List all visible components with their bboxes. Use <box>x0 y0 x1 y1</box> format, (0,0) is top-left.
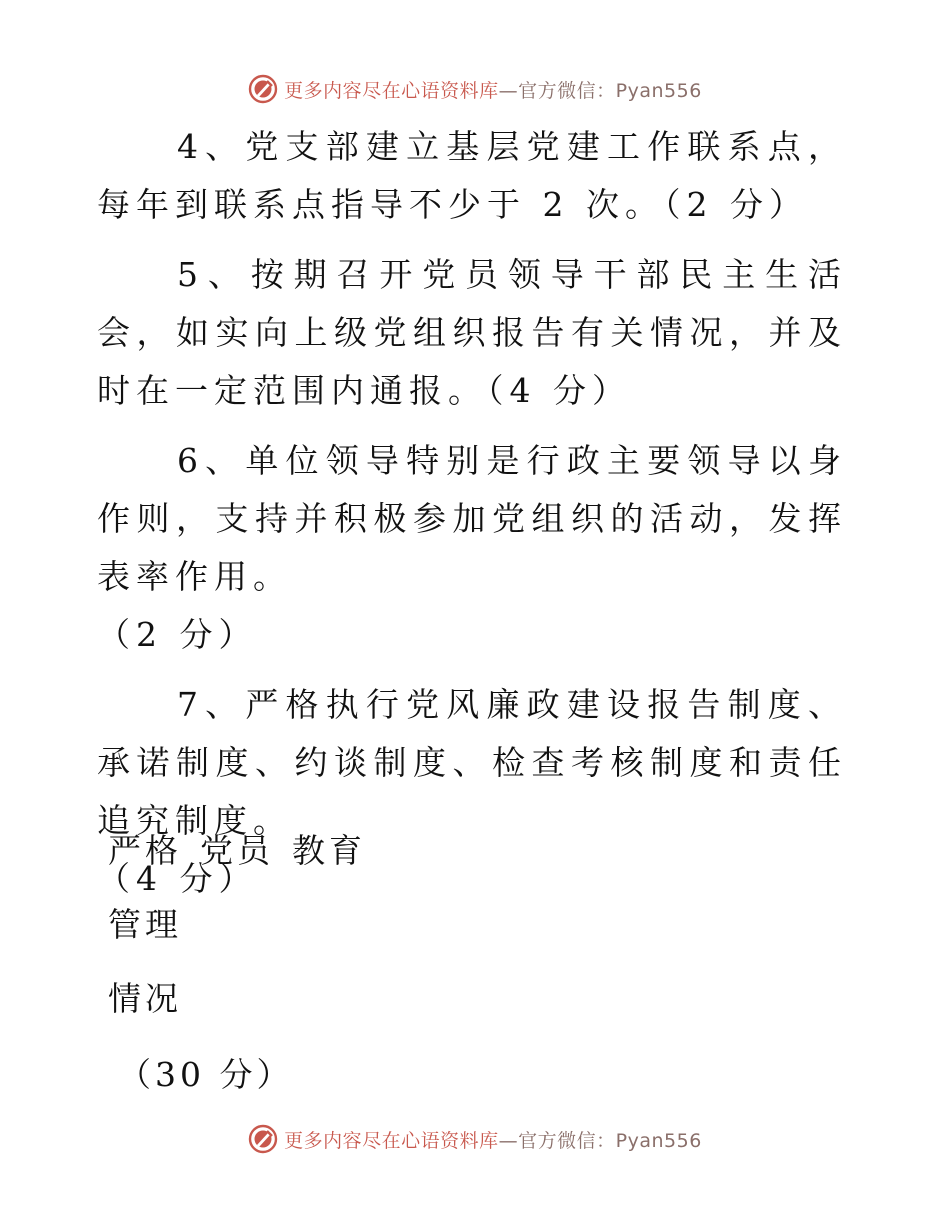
section-word-member: 党员 <box>200 831 274 870</box>
watermark-wechat-text: 官方微信：Pyan556 <box>518 79 702 102</box>
pen-logo-icon <box>248 1124 278 1154</box>
watermark-separator: — <box>498 1129 519 1152</box>
section-heading-line3: 情况 <box>108 979 182 1018</box>
header-watermark <box>0 72 950 106</box>
section-heading-line1 <box>108 826 366 876</box>
watermark-wechat-text: 官方微信：Pyan556 <box>518 1129 702 1152</box>
item-6-score: （2 分） <box>97 615 258 654</box>
footer-watermark <box>0 1122 950 1156</box>
watermark-separator: — <box>498 79 519 102</box>
item-7-score: （4 分） <box>97 859 258 898</box>
section-heading-line2: 管理 <box>108 905 182 944</box>
item-6-block <box>97 432 847 664</box>
section-word-strict: 严格 <box>108 831 182 870</box>
document-body <box>97 118 847 908</box>
item-6: 6、单位领导特别是行政主要领导以身作则，支持并积极参加党组织的活动，发挥表率作用。 <box>97 441 847 596</box>
pen-logo-icon <box>248 74 278 104</box>
watermark-main-text: 更多内容尽在心语资料库 <box>284 79 499 102</box>
section-score: （30 分） <box>118 1055 294 1094</box>
item-4: 4、党支部建立基层党建工作联系点，每年到联系点指导不少于 2 次。（2 分） <box>97 127 847 224</box>
watermark-main-text: 更多内容尽在心语资料库 <box>284 1129 499 1152</box>
section-word-education: 教育 <box>292 831 366 870</box>
item-7: 7、严格执行党风廉政建设报告制度、承诺制度、约谈制度、检查考核制度和责任追究制度。 <box>97 685 847 840</box>
item-5: 5、按期召开党员领导干部民主生活会，如实向上级党组织报告有关情况，并及时在一定范围内通报。（4 分） <box>97 255 847 410</box>
